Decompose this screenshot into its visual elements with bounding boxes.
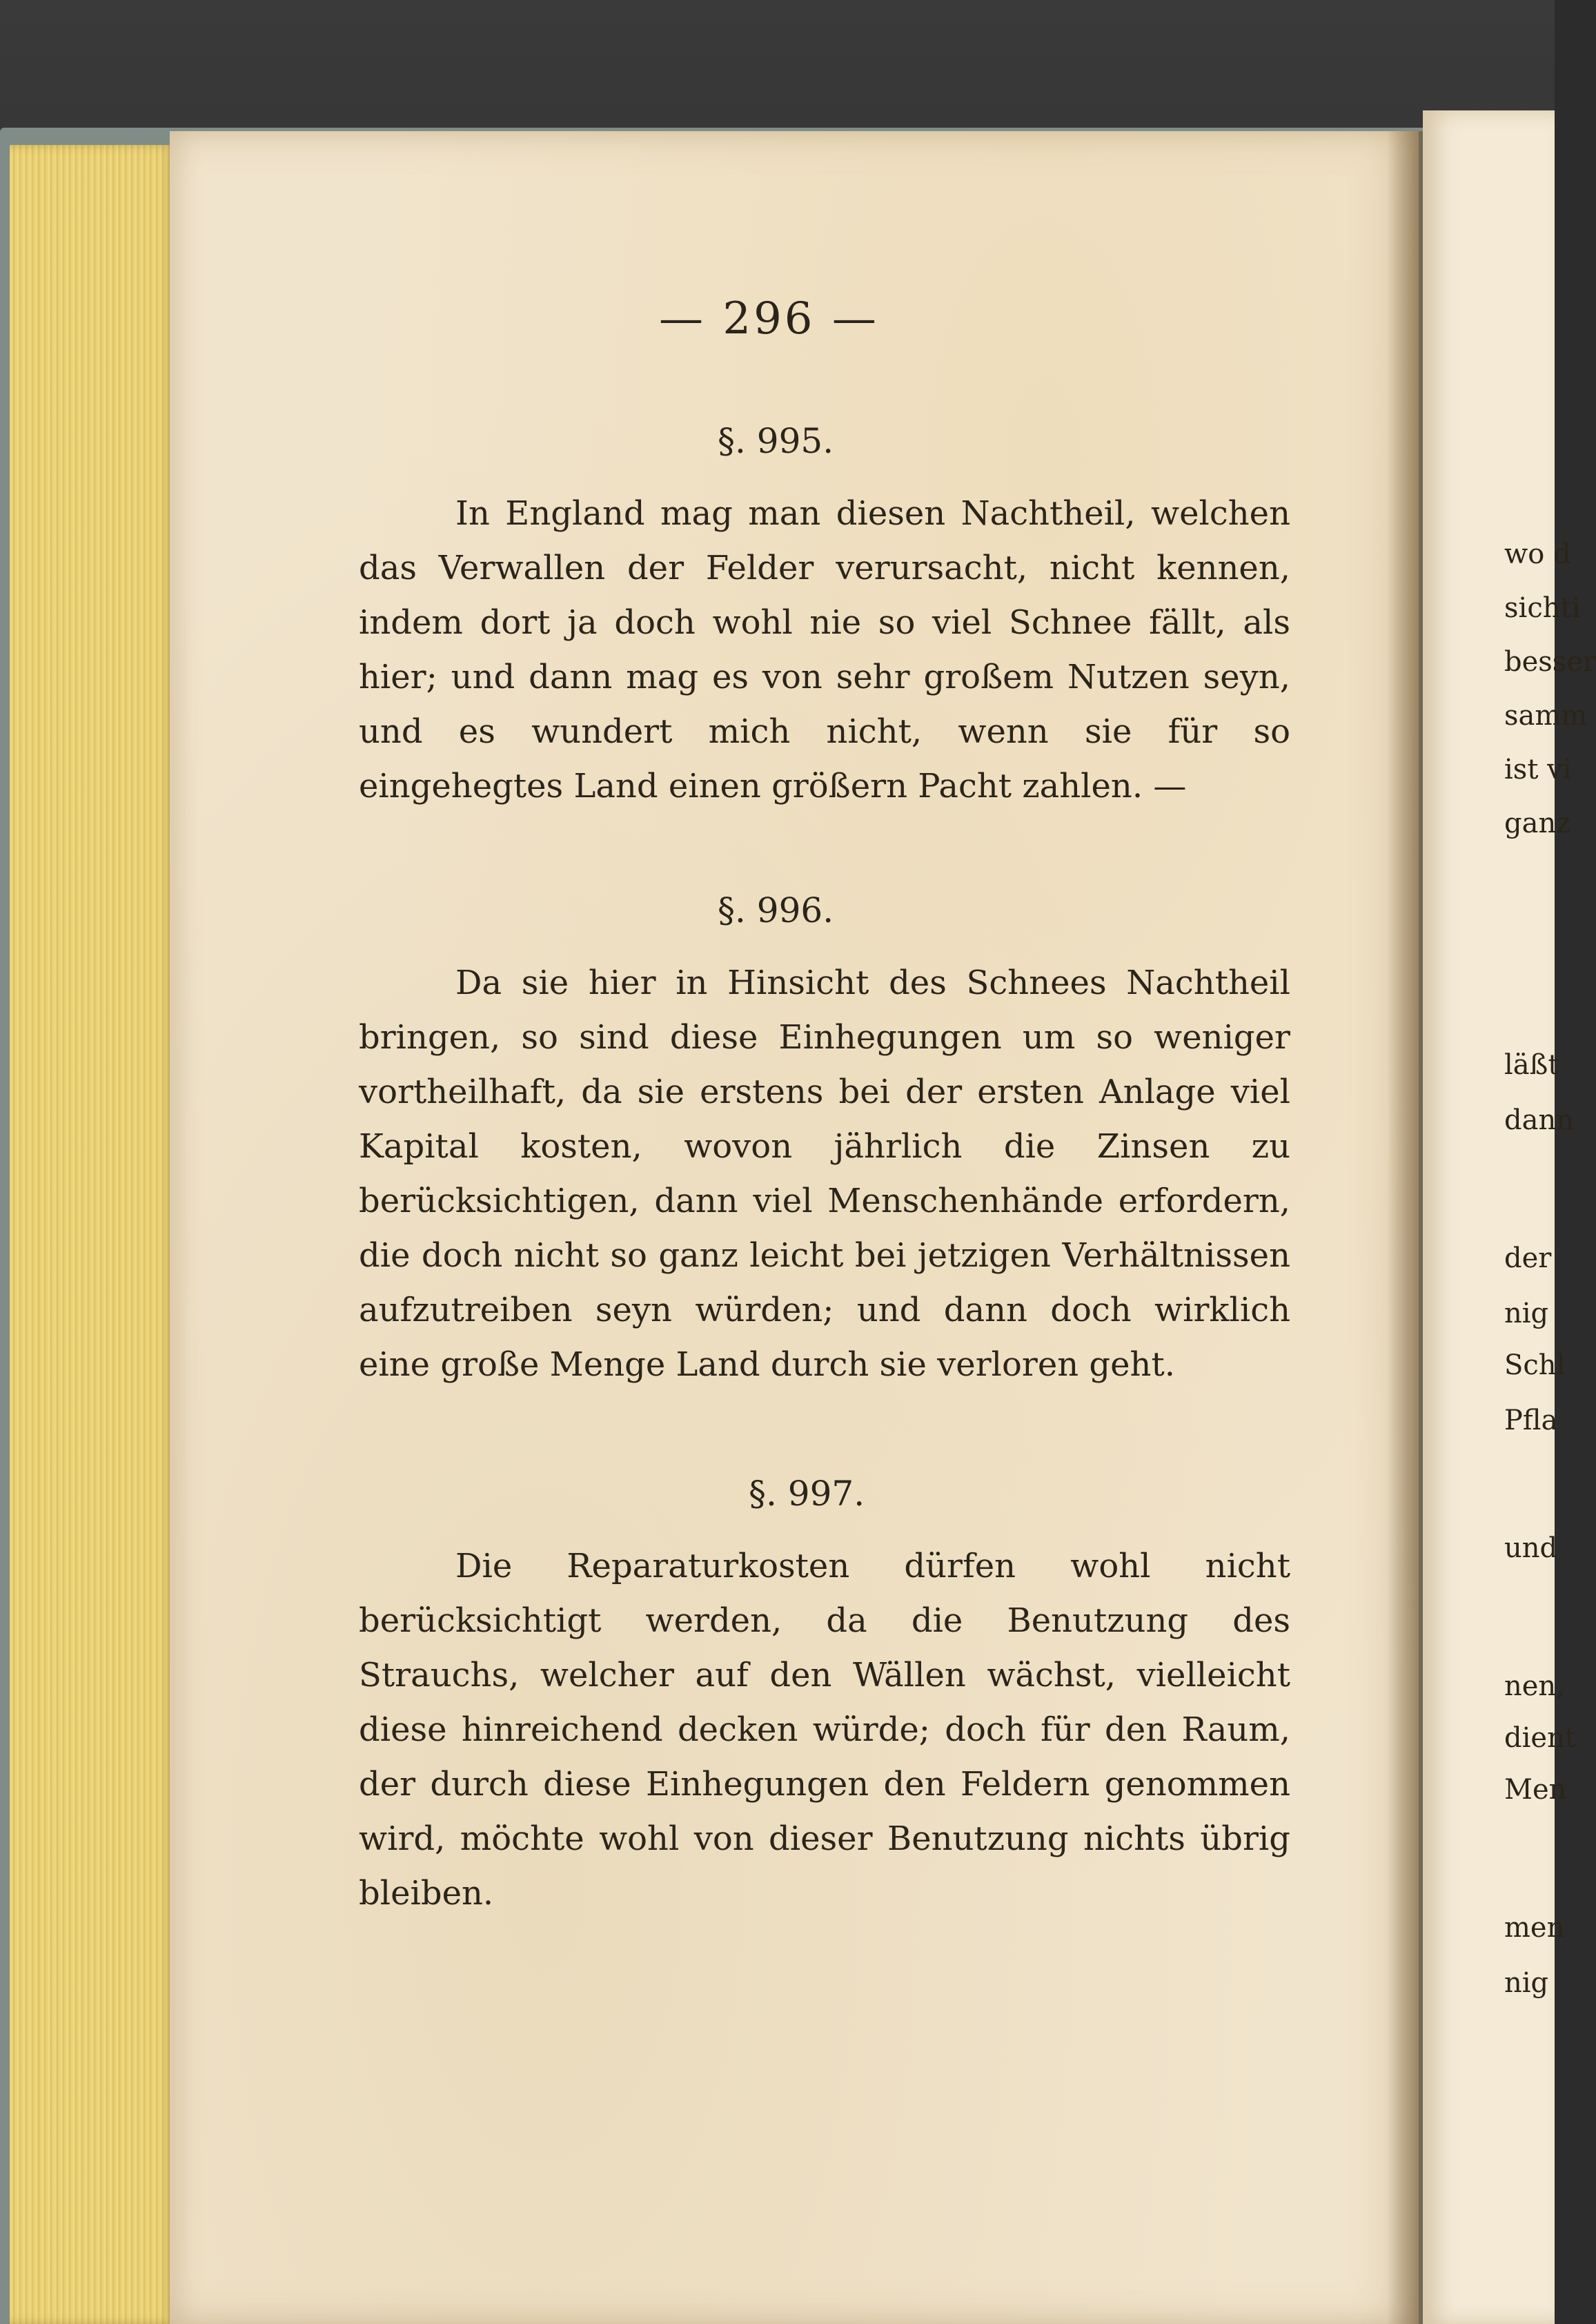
- facing-fragment: Schl: [1504, 1349, 1566, 1381]
- facing-fragment: besser: [1504, 646, 1596, 678]
- facing-fragment: nen,: [1504, 1670, 1565, 1702]
- facing-fragment: dient: [1504, 1722, 1576, 1754]
- facing-fragment: dann: [1504, 1104, 1574, 1136]
- facing-fragment: wo d: [1504, 538, 1571, 570]
- facing-fragment: samm: [1504, 700, 1588, 732]
- facing-fragment: nig: [1504, 1967, 1549, 1999]
- section-text-995: In England mag man diesen Nachtheil, welchen das Verwallen der Felder verursacht, nicht kennen, indem dort ja doch wohl nie so viel Schnee fällt, als hier; und dann mag es von sehr großem Nutzen seyn, und es wundert mich nicht, wenn sie für so eingehegtes Land einen größern Pacht zahlen. —: [359, 494, 1290, 805]
- section-text-996: Da sie hier in Hinsicht des Schnees Nachtheil bringen, so sind diese Einhegungen um so weniger vortheilhaft, da sie erstens bei der ersten Anlage viel Kapital kosten, wovon jährlich die Zinsen zu berücksichtigen, dann viel Menschenhände erfordern, die doch nicht so ganz leicht bei jetzigen Verhältnissen aufzutreiben seyn würden; und dann doch wirklich eine große Menge Land durch sie verloren geht.: [359, 964, 1290, 1384]
- facing-fragment: men: [1504, 1912, 1565, 1944]
- facing-fragment: Men: [1504, 1774, 1567, 1806]
- facing-fragment: ist vi: [1504, 754, 1572, 785]
- facing-fragment: läßt: [1504, 1049, 1559, 1081]
- facing-fragment: ganz: [1504, 808, 1571, 839]
- page-edges: [10, 145, 175, 2324]
- section-heading-996: §. 996.: [718, 890, 834, 930]
- facing-fragment: der: [1504, 1242, 1552, 1274]
- facing-fragment: sichti: [1504, 592, 1581, 624]
- section-text-997: Die Reparaturkosten dürfen wohl nicht berücksichtigt werden, da die Benutzung des Strauchs, welcher auf den Wällen wächst, vielleicht diese hinreichend decken würde; doch für den Raum, der durch diese Einhegungen den Feldern genommen wird, möchte wohl von dieser Benutzung nichts übrig bleiben.: [359, 1547, 1290, 1913]
- section-heading-997: §. 997.: [749, 1474, 865, 1514]
- section-heading-995: §. 995.: [718, 421, 834, 461]
- facing-fragment: nig: [1504, 1298, 1549, 1329]
- facing-fragment: Pfla: [1504, 1405, 1558, 1436]
- facing-fragment: und: [1504, 1532, 1558, 1564]
- page-number: — 296 —: [659, 293, 879, 344]
